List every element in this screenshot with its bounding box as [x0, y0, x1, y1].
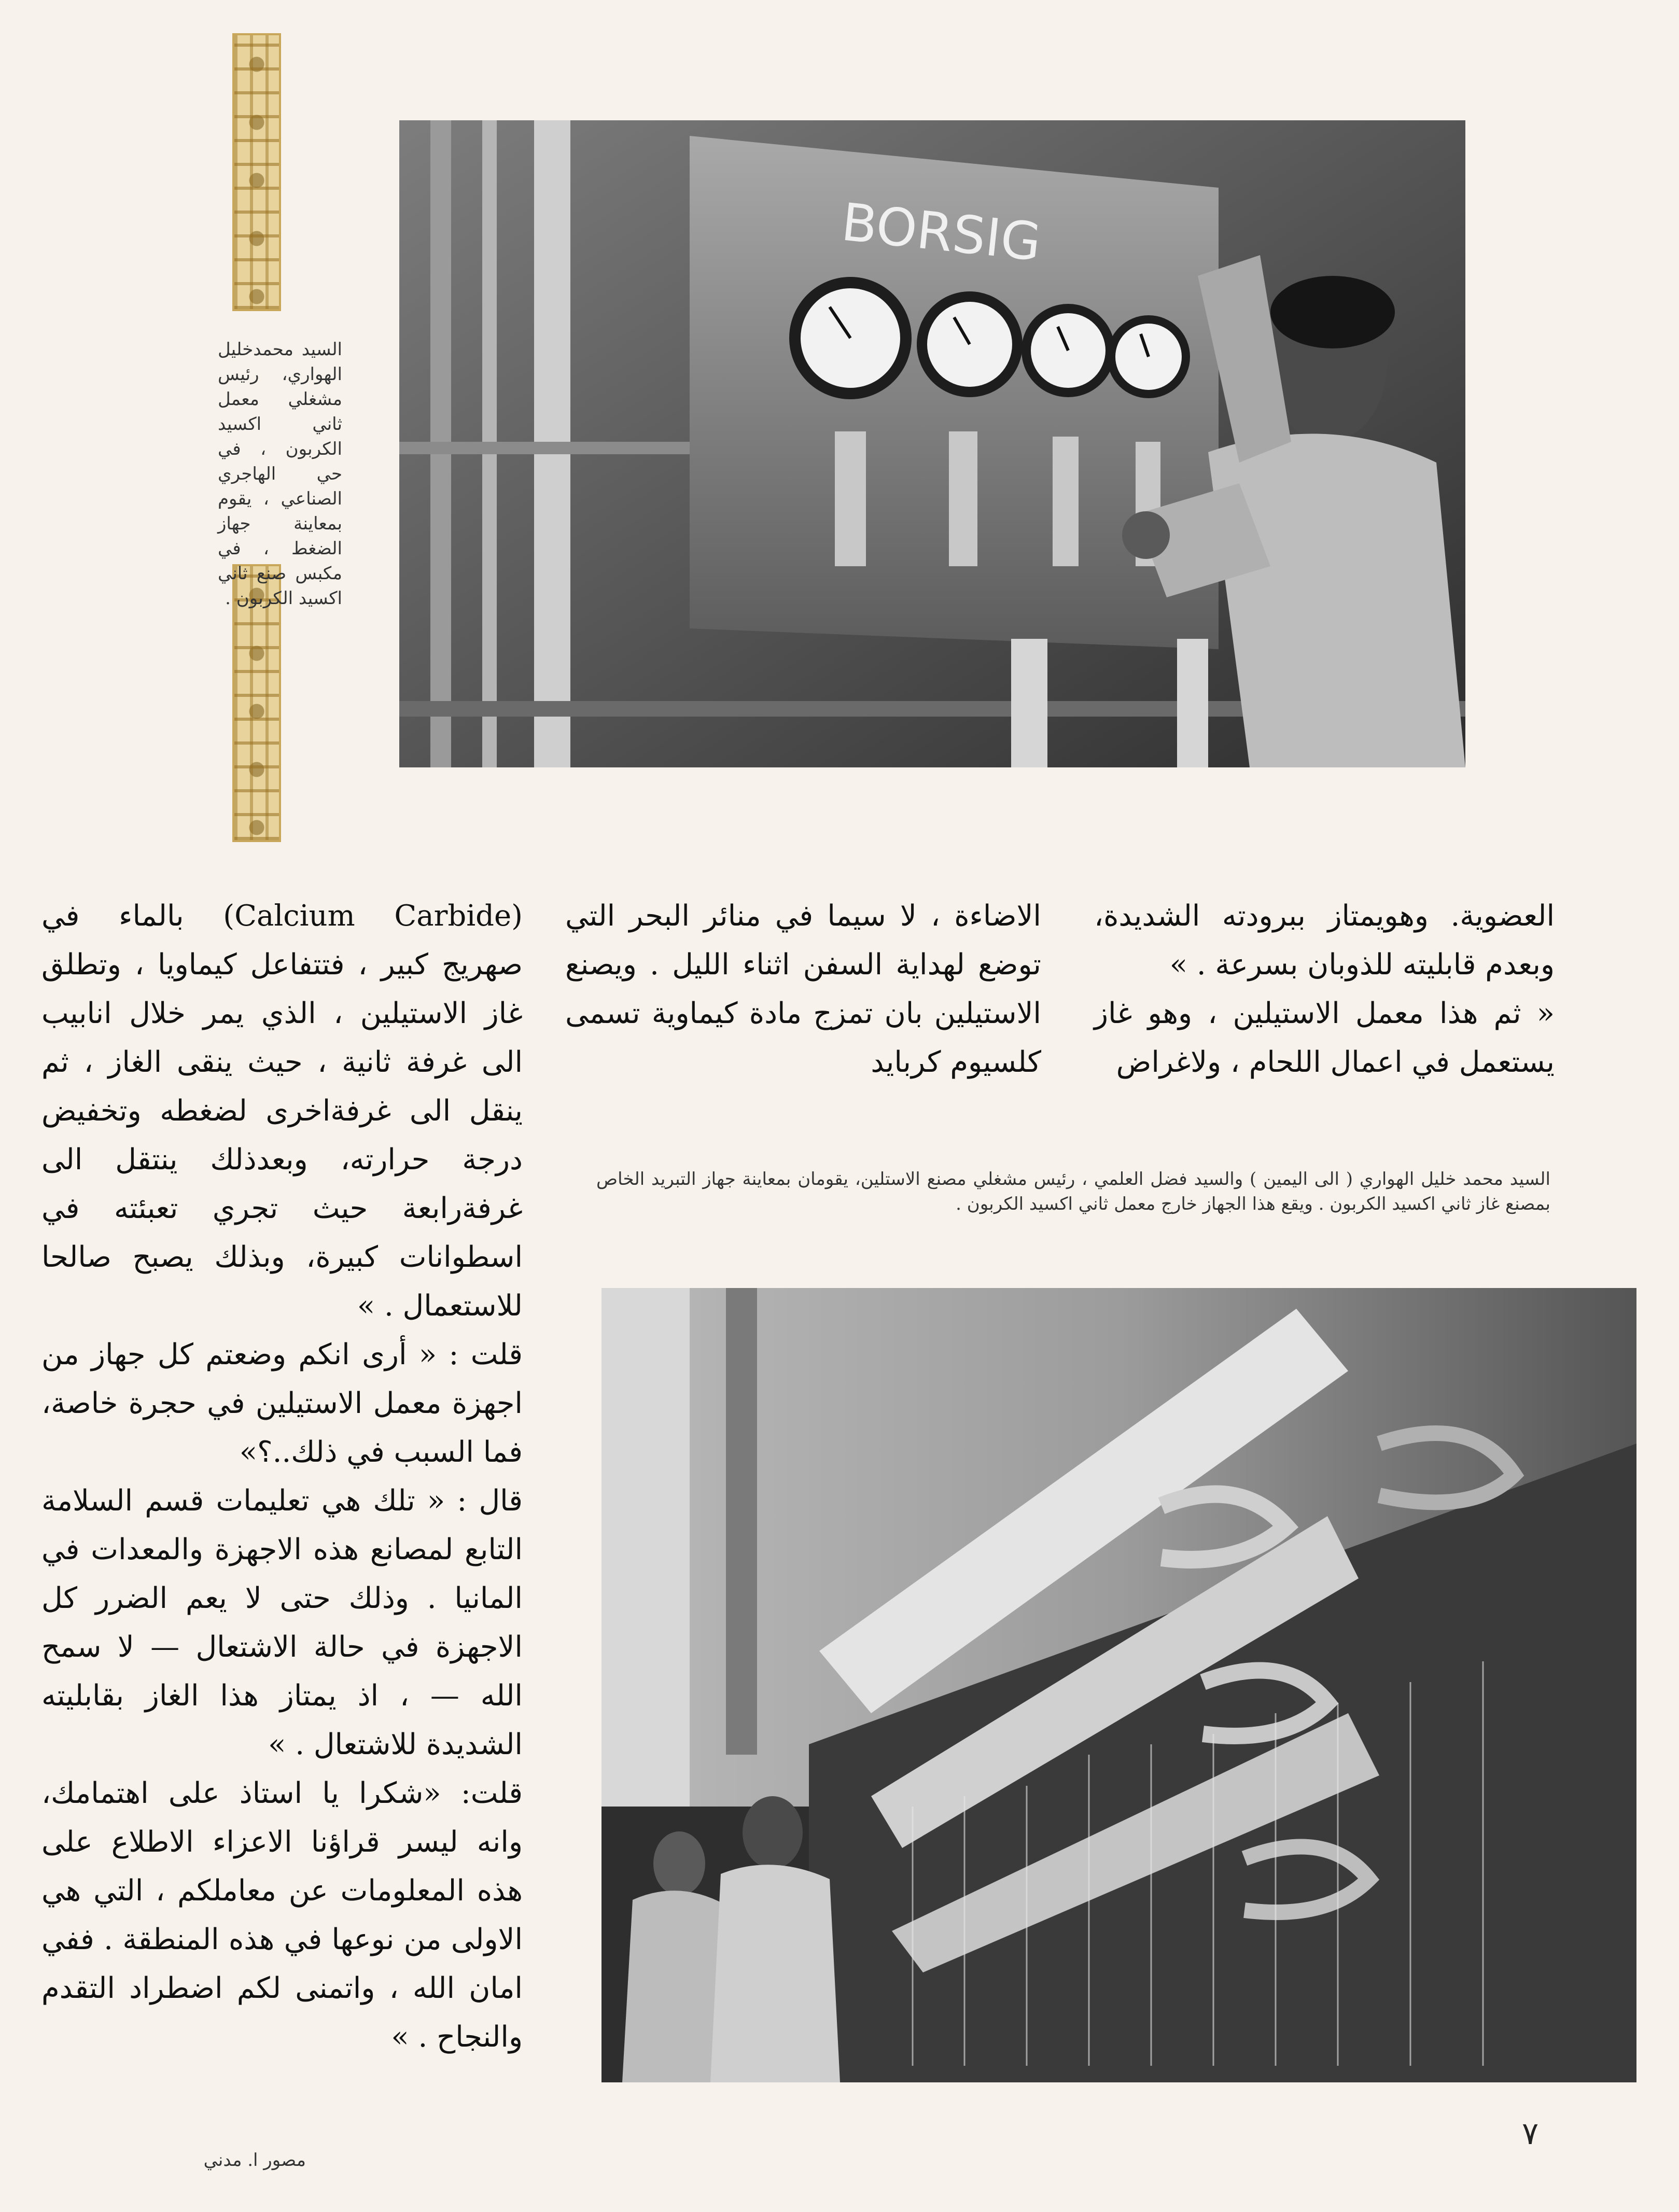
photo2-caption: السيد محمد خليل الهواري ( الى اليمين ) والسيد فضل العلمي ، رئيس مشغلي مصنع الاستلين، يقومان بمعاينة جهاز التبريد الخاص بمصنع غاز ثاني اكسيد الكربون . ويقع هذا الجهاز خارج معمل ثاني اكسيد الكربون .: [596, 1169, 1550, 1214]
photo1-caption: السيد محمدخليل الهواري، رئيس مشغلي معمل ثاني اكسيد الكربون ، في حي الهاجري الصناعي ، يقوم بمعاينة جهاز الضغط ، في مكبس صنع ثاني اكسيد الكربون .: [218, 339, 342, 609]
photo-credit: مصور ا. مدني: [203, 2150, 306, 2171]
paragraph: قلت : « أرى انكم وضعتم كل جهاز من اجهزة معمل الاستيلين في حجرة خاصة، فما السبب في ذلك..؟»: [41, 1338, 523, 1469]
paragraph: العضوية. وهويمتاز ببرودته الشديدة، وبعدم قابليته للذوبان بسرعة . »: [1094, 899, 1555, 982]
paragraph: قلت: «شكرا يا استاذ على اهتمامك، وانه ليسر قراؤنا الاعزاء الاطلاع على هذه المعلومات عن معاملكم ، التي هي الاولى من نوعها في هذه المنطقة . ففي امان الله ، واتمنى لكم اضطراد التقدم والنجاح . »: [41, 1776, 523, 2054]
paragraph: قال : « تلك هي تعليمات قسم السلامة التابع لمصانع هذه الاجهزة والمعدات في المانيا . وذلك حتى لا يعم الضرر كل الاجهزة في حالة الاشتعال — لا سمح الله — ، اذ يمتاز هذا الغاز بقابليته الشديدة للاشتعال . »: [41, 1484, 523, 1761]
page-number: ٧: [1522, 2116, 1539, 2152]
paragraph: (Calcium Carbide) بالماء في صهريج كبير ، فتتفاعل كيماويا ، وتطلق غاز الاستيلين ، الذي يمر خلال انابيب الى غرفة ثانية ، حيث ينقى الغاز ، ثم ينقل الى غرفةاخرى لضغطه وتخفيض درجة حرارته، وبعدذلك ينتقل الى غرفةرابعة حيث تجري تعبئته في اسطوانات كبيرة، وبذلك يصبح صالحا للاستعمال . »: [41, 899, 523, 1323]
article-column-right: [1094, 892, 1555, 1087]
article-column-left: [41, 892, 523, 2062]
photo-pressure-gauges: [399, 120, 1465, 767]
photo-cooling-apparatus: [601, 1288, 1636, 2082]
paragraph: « ثم هذا معمل الاستيلين ، وهو غاز يستعمل في اعمال اللحام ، ولاغراض: [1094, 997, 1555, 1079]
ornament-border-top: [232, 33, 281, 311]
paragraph: الاضاءة ، لا سيما في منائر البحر التي توضع لهداية السفن اثناء الليل . ويصنع الاستيلين بان تمزج مادة كيماوية تسمى كلسيوم كربايد: [565, 899, 1041, 1079]
article-column-middle: [565, 892, 1041, 1087]
borsig-label: BORSIG: [838, 191, 1044, 273]
